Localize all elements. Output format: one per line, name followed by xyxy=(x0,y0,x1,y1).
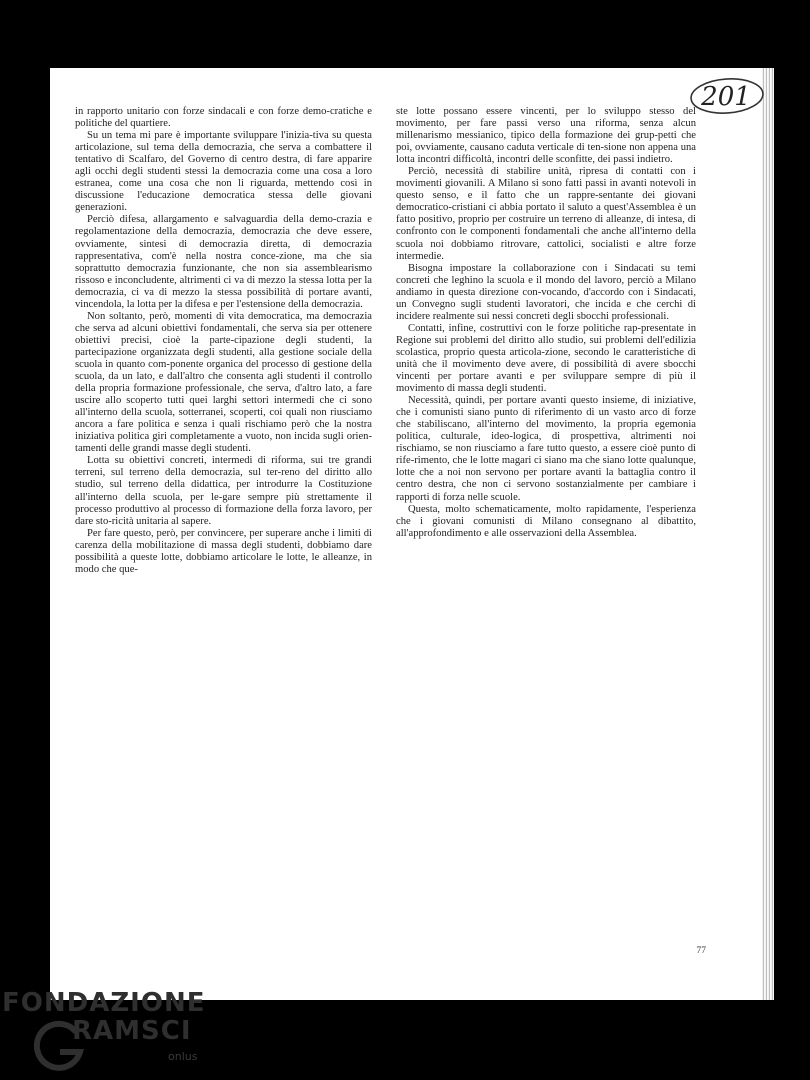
left-column xyxy=(75,106,372,576)
paragraph: Perciò, necessità di stabilire unità, ripresa di contatti con i movimenti giovanili. A Milano si sono fatti passi in avanti notevoli in questo senso, e il fatto che un rappre-sentante dei giovani democratico-cristiani ci abbia portato il saluto a quest'Assemblea è un fatto positivo, proprio per costruire un terreno di alleanze, di intesa, di confronto con le componenti fondamentali che anche all'interno della scuola noi dobbiamo ritrovare, cattolici, socialisti e altre forze intermedie. xyxy=(396,166,696,262)
paragraph: Non soltanto, però, momenti di vita democratica, ma democrazia che serva ad alcuni obiettivi fondamentali, che serva sia per ottenere obiettivi precisi, cioè la parte-cipazione degli studenti, la partecipazione organizzata degli studenti, alla gestione sociale della scuola in quanto com-ponente organica del processo di gestione della scuola, da un lato, e dall'altro che consenta agli studenti il controllo della propria formazione professionale, che serva, d'altro lato, a fare uscire allo scoperto tutti quei larghi settori intermedi che ci sono all'interno della scuola, sotterranei, scoperti, coi quali non riusciamo ancora a fare politica e senza i quali rischiamo però che la nostra iniziativa politica giri completamente a vuoto, non incida sugli orien-tamenti delle grandi masse degli studenti. xyxy=(75,310,372,455)
right-column xyxy=(396,106,696,540)
page-number: 77 xyxy=(696,946,706,956)
watermark-line2: RAMSCI xyxy=(72,1016,192,1046)
handwritten-number-text: 201 xyxy=(701,82,751,112)
paragraph: Per fare questo, però, per convincere, per superare anche i limiti di carenza della mobilitazione di massa degli studenti, dobbiamo dare possibilità a queste lotte, dobbiamo articolare le lotte, le alleanze, in modo che que- xyxy=(75,527,372,575)
watermark-suffix: onlus xyxy=(168,1050,198,1063)
watermark-line1: FONDAZIONE xyxy=(2,988,206,1018)
paragraph: Questa, molto schematicamente, molto rapidamente, l'esperienza che i giovani comunisti di Milano consegnano al dibattito, all'approfondimento e alle osservazioni della Assemblea. xyxy=(396,503,696,539)
paragraph: Lotta su obiettivi concreti, intermedi di riforma, sui tre grandi terreni, sul terreno della democrazia, sul ter-reno del diritto allo studio, sul terreno della didattica, per introdurre la Costituzione all'interno della scuola, per le-gare sempre più strettamente il processo produttivo al processo di formazione della forza lavoro, per dare sto-ricità unitaria al sapere. xyxy=(75,455,372,527)
paragraph: Necessità, quindi, per portare avanti questo insieme, di iniziative, che i comunisti siano punto di riferimento di un vasto arco di forze che stabiliscano, all'interno del movimento, la propria egemonia politica, culturale, ideo-logica, di prospettiva, altrimenti noi rischiamo, se non riusciamo a fare tutto questo, a essere cioè punto di rife-rimento, che le lotte magari ci siano ma che siano lotte qualunque, lotte che a noi non servono per portare avanti la battaglia contro il centro destra, che non ci servono sostanzialmente per cambiare i rapporti di forza nelle scuole. xyxy=(396,395,696,503)
paragraph: ste lotte possano essere vincenti, per lo sviluppo stesso del movimento, per fare passi verso una riforma, senza alcun millenarismo messianico, tipico della formazione dei grup-petti che poi, ovviamente, causano caduta verticale di ten-sione non appena una lotta incontri difficoltà, incontri delle sconfitte, dei passi indietro. xyxy=(396,106,696,166)
paragraph: Bisogna impostare la collaborazione con i Sindacati su temi concreti che leghino la scuola e il mondo del lavoro, perciò a Milano andiamo in questa direzione con-vocando, d'accordo con i Sindacati, un Convegno sugli studenti lavoratori, che incida e che cerchi di incidere realmente sui nessi concreti degli sbocchi professionali. xyxy=(396,262,696,322)
paragraph: Perciò difesa, allargamento e salvaguardia della demo-crazia e regolamentazione della democrazia, democrazia che deve essere, ovviamente, sintesi di democrazia diretta, di democrazia rappresentativa, com'è nella nostra conce-zione, ma che sia soprattutto democrazia funzionante, che non sia assemblearismo rissoso e inconcludente, altrimenti ci va di mezzo la stessa lotta per la democrazia, ci va di mezzo la stessa possibilità di portare avanti, vincendola, la lotta per la difesa e per l'estensione della democrazia. xyxy=(75,214,372,310)
handwritten-page-number xyxy=(688,76,766,118)
document-page xyxy=(50,68,762,1000)
page-edge xyxy=(762,68,774,1000)
paragraph: Contatti, infine, costruttivi con le forze politiche rap-presentate in Regione sui problemi del diritto allo studio, sui problemi dell'edilizia scolastica, proprio questa articola-zione, secondo le caratteristiche di unità che il movimento deve avere, di possibilità di avere sbocchi vincenti per portare avanti e per sviluppare sempre di più il movimento di massa degli studenti. xyxy=(396,322,696,395)
circled-number-stamp xyxy=(688,76,766,118)
fondazione-gramsci-watermark xyxy=(0,988,230,1080)
paragraph: Su un tema mi pare è importante sviluppare l'inizia-tiva su questa articolazione, sul tema della democrazia, che serva a combattere il tentativo di Scalfaro, del Governo di centro destra, di fare apparire agli occhi degli studenti stessi la democrazia come una cosa a loro estranea, come una cosa che non li riguarda, mettendo così in discussione l'educazione democratica stessa delle giovani generazioni. xyxy=(75,130,372,214)
paragraph: in rapporto unitario con forze sindacali e con forze demo-cratiche e politiche del quartiere. xyxy=(75,106,372,130)
